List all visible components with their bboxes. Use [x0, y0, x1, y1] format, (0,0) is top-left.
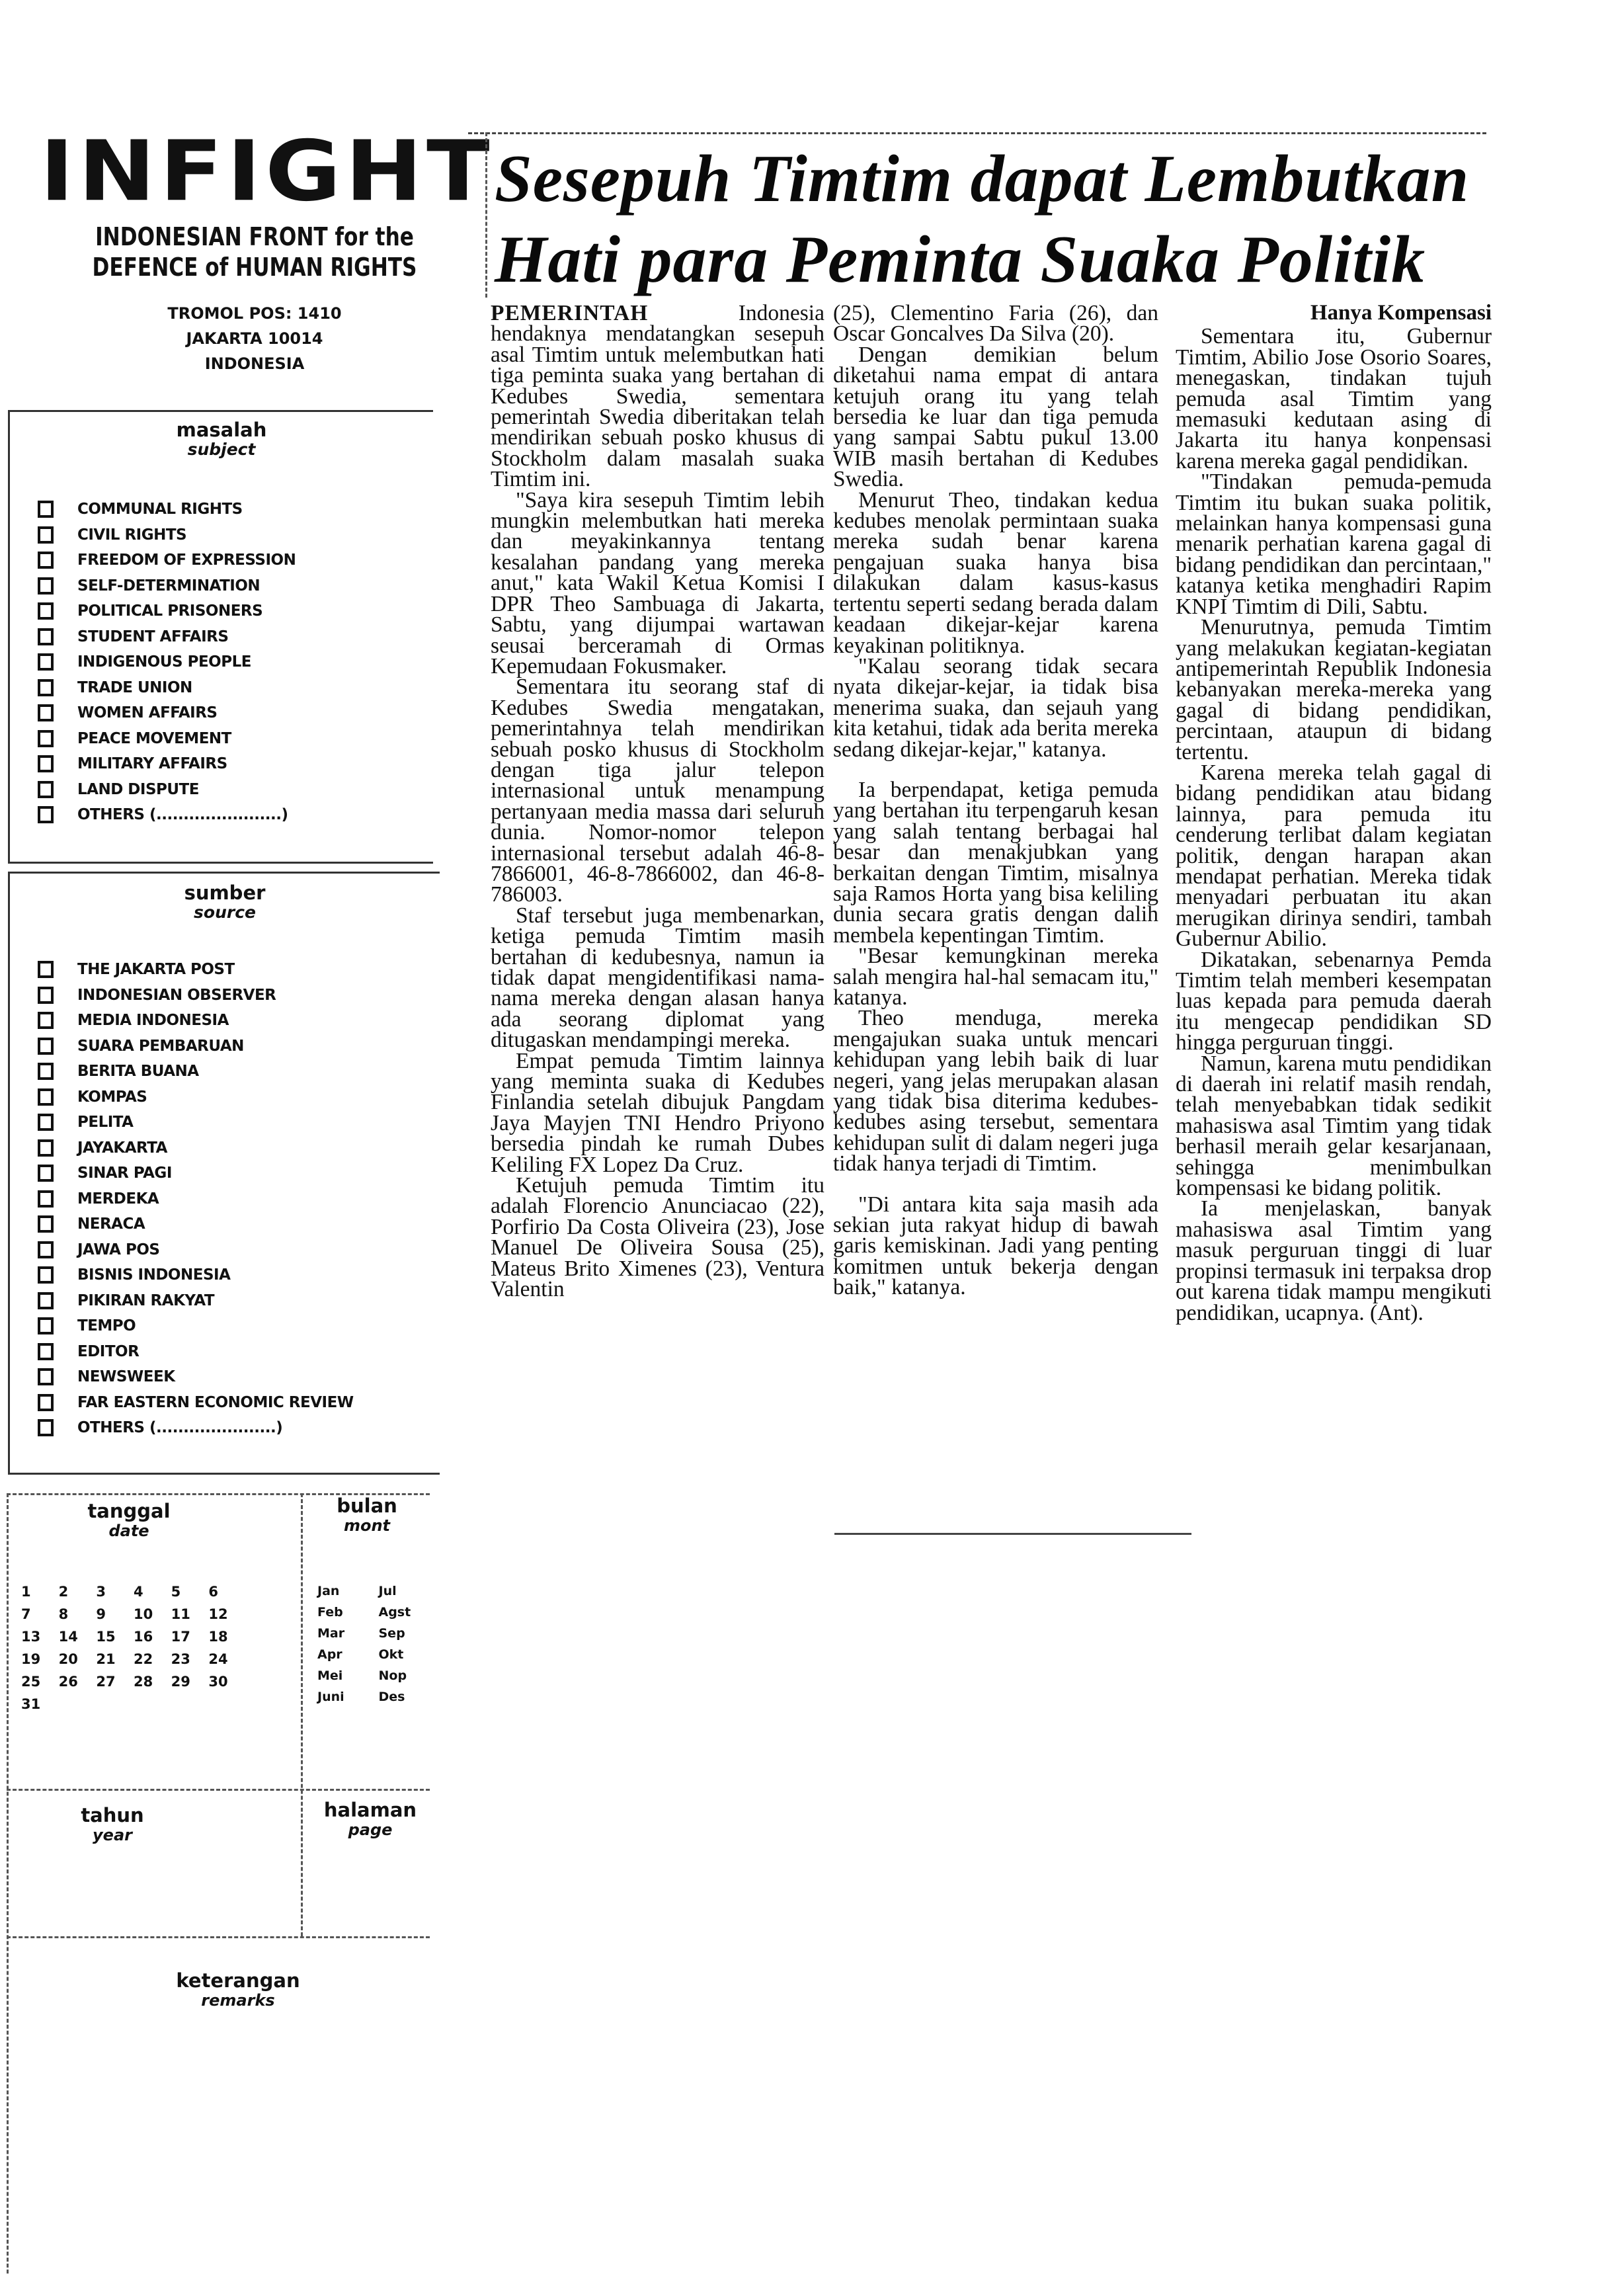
- day-number: 26: [58, 1674, 78, 1690]
- checklist-label: KOMPAS: [77, 1088, 147, 1106]
- checklist-label: OTHERS (.......................): [77, 806, 288, 824]
- checkbox[interactable]: [38, 679, 54, 696]
- day-number: 12: [208, 1606, 228, 1622]
- checklist-label: NEWSWEEK: [77, 1368, 175, 1386]
- paragraph: [1176, 326, 1492, 472]
- paragraph: [491, 487, 824, 678]
- checkbox[interactable]: [38, 628, 54, 645]
- address-line: TROMOL POS: 1410: [167, 304, 342, 323]
- checklist-item[interactable]: [38, 598, 433, 624]
- logo-word: INFIGHT: [40, 123, 494, 220]
- checklist-item[interactable]: [38, 1186, 440, 1212]
- paragraph-text: Namun, karena mutu pendidikan di daerah ini relatif masih rendah, telah menyebabkan tidak sedikit mahasiswa asal Timtim yang tidak berhasil meraih gelar kesarjanaan, sehingga menimbulkan kompensasi ke bidang politik.: [1176, 1051, 1492, 1201]
- month-label: bulan mont: [337, 1495, 397, 1535]
- paragraph: [1176, 1198, 1492, 1323]
- checklist-label: PELITA: [77, 1114, 134, 1131]
- checkbox[interactable]: [38, 1165, 54, 1182]
- checklist-label: PIKIRAN RAKYAT: [77, 1292, 215, 1309]
- source-box-subtitle: source: [194, 903, 256, 922]
- checklist-item[interactable]: [38, 1161, 440, 1186]
- checklist-label: MERDEKA: [77, 1190, 159, 1208]
- checklist-item[interactable]: [38, 1237, 440, 1263]
- checklist-label: TRADE UNION: [77, 678, 192, 696]
- checkbox[interactable]: [38, 704, 54, 721]
- paragraph: [1176, 617, 1492, 762]
- checklist-label: MEDIA INDONESIA: [77, 1012, 229, 1030]
- day-number: 7: [21, 1606, 31, 1622]
- address-line: JAKARTA 10014: [186, 329, 323, 348]
- paragraph-text: Dikatakan, sebenarnya Pemda Timtim telah memberi kesempatan luas kepada para pemuda daerah itu mengecap pendidikan SD hingga perguruan tinggi.: [1176, 947, 1492, 1055]
- day-number: 18: [208, 1629, 228, 1645]
- month-name: Agst: [378, 1605, 411, 1620]
- checklist-item[interactable]: [38, 675, 433, 701]
- checklist-label: OTHERS (......................): [77, 1419, 283, 1437]
- paragraph-text: Sementara itu seorang staf di Kedubes Swedia mengatakan, pemerintahnya telah mendirikan sebuah posko khusus di Stockholm dengan tiga jalur telepon internasional untuk menampung pertanyaan media massa dari seluruh dunia. Nomor-nomor telepon internasional tersebut adalah 46-8-7866001, 46-8-7866002, dan 46-8-786003.: [491, 675, 824, 907]
- checklist-item[interactable]: [38, 726, 433, 752]
- article-headline: [495, 139, 1486, 300]
- checklist-label: POLITICAL PRISONERS: [77, 602, 263, 620]
- paragraph-text: Empat pemuda Timtim lainnya yang meminta suaka di Kedubes Finlandia setelah dibujuk Pangdam Jaya Mayjen TNI Hendro Priyono bersedia pindah ke rumah Dubes Keliling FX Lopez Da Cruz.: [491, 1048, 824, 1177]
- checklist-item[interactable]: [38, 957, 440, 983]
- subheading: Hanya Kompensasi: [1310, 301, 1492, 325]
- checklist-label: FAR EASTERN ECONOMIC REVIEW: [77, 1393, 354, 1411]
- divider: [7, 1789, 430, 1791]
- paragraph-text: (25), Clementino Faria (26), dan Oscar Goncalves Da Silva (20).: [833, 301, 1158, 347]
- paragraph-gap: [833, 760, 1158, 780]
- checklist-label: BISNIS INDONESIA: [77, 1266, 231, 1284]
- day-number: 25: [21, 1674, 41, 1690]
- paragraph: [491, 303, 824, 490]
- paragraph-text: "Di antara kita saja masih ada sekian juta rakyat hidup di bawah garis kemiskinan. Jadi yang penting komitmen untuk bekerja dengan baik," katanya.: [833, 1192, 1158, 1300]
- checklist-item[interactable]: [38, 1085, 440, 1110]
- checklist-item[interactable]: [38, 1415, 440, 1441]
- month-name: Feb: [317, 1605, 343, 1620]
- paragraph-text: Menurutnya, pemuda Timtim yang melakukan kegiatan-kegiatan antipemerintah Republik Indonesia kebanyakan mereka-mereka yang gagal di bidang pendidikan, percintaan, ataupun di bidang tertentu.: [1176, 615, 1492, 764]
- divider: [7, 1493, 9, 2274]
- article-top-rule: [468, 132, 1486, 134]
- checklist-label: COMMUNAL RIGHTS: [77, 501, 243, 518]
- checklist-item[interactable]: [38, 1390, 440, 1416]
- checklist-label: JAWA POS: [77, 1241, 160, 1258]
- paragraph: [491, 676, 824, 905]
- page-label: halaman page: [323, 1799, 417, 1839]
- day-number: 27: [96, 1674, 116, 1690]
- checkbox[interactable]: [38, 1317, 54, 1334]
- checklist-label: TEMPO: [77, 1317, 136, 1335]
- paragraph: [833, 653, 1158, 762]
- paragraph-text: Indonesia hendaknya mendatangkan sesepuh asal Timtim untuk melembutkan hati tiga peminta suaka yang bertahan di Kedubes Swedia, sementara pemerintah Swedia diberitakan telah mendirikan sebuah posko khusus di Stockholm dalam masalah suaka Timtim ini.: [491, 301, 824, 492]
- paragraph-text: "Saya kira sesepuh Timtim lebih mungkin melembutkan hati mereka dan meyakinkannya tentang kesalahan pandang yang mereka anut," kata Wakil Ketua Komisi I DPR Theo Sambuaga di Jakarta, Sabtu, yang dijumpai wartawan seusai berceramah di Ormas Kepemudaan Fokusmaker.: [491, 487, 824, 678]
- checklist-label: LAND DISPUTE: [77, 780, 199, 798]
- checklist-label: PEACE MOVEMENT: [77, 729, 231, 747]
- checkbox[interactable]: [38, 781, 54, 798]
- month-name: Mar: [317, 1626, 345, 1641]
- paragraph-text: Menurut Theo, tindakan kedua kedubes menolak permintaan suaka mereka sudah benar karena pengajuan suaka hanya bisa dilakukan dalam kasus-kasus tertentu seperti sedang berada dalam keadaan dikejar-kejar karena keyakinan politiknya.: [833, 487, 1158, 658]
- month-name: Jan: [317, 1584, 340, 1598]
- checklist-item[interactable]: [38, 1364, 440, 1390]
- month-name: Des: [378, 1690, 405, 1704]
- source-checklist: [38, 957, 440, 1441]
- checklist-item[interactable]: [38, 573, 433, 599]
- day-number: 28: [134, 1674, 153, 1690]
- day-number: 1: [21, 1584, 31, 1600]
- checkbox[interactable]: [38, 1063, 54, 1080]
- checkbox[interactable]: [38, 987, 54, 1004]
- day-number: 14: [58, 1629, 78, 1645]
- month-grid: [317, 1584, 440, 1704]
- day-number: 17: [171, 1629, 190, 1645]
- day-number: 15: [96, 1629, 116, 1645]
- checkbox[interactable]: [38, 1088, 54, 1106]
- checklist-label: SINAR PAGI: [77, 1165, 172, 1182]
- checklist-label: INDONESIAN OBSERVER: [77, 986, 276, 1004]
- date-label: tanggal date: [87, 1500, 171, 1540]
- checklist-label: JAYAKARTA: [77, 1139, 167, 1157]
- day-number: 4: [134, 1584, 143, 1600]
- checklist-item[interactable]: [38, 1034, 440, 1059]
- checkbox[interactable]: [38, 602, 54, 620]
- headline-line-1: Sesepuh Timtim dapat Lembutkan: [495, 142, 1470, 216]
- paragraph-text: Staf tersebut juga membenarkan, ketiga pemuda Timtim masih bertahan di kedubesnya, namun ia tidak dapat mengidentifikasi nama-nama mereka dengan alasan hanya ada seorang diplomat yang ditugaskan mendampingi mereka.: [491, 903, 824, 1053]
- checkbox[interactable]: [38, 501, 54, 518]
- day-number: 21: [96, 1651, 116, 1667]
- checklist-label: WOMEN AFFAIRS: [77, 704, 218, 722]
- day-number: 6: [208, 1584, 218, 1600]
- subject-box-subtitle: subject: [187, 440, 256, 459]
- subject-box-title: masalah subject: [10, 420, 433, 460]
- checkbox[interactable]: [38, 552, 54, 569]
- article-end-rule: [834, 1533, 1191, 1535]
- paragraph-text: Dengan demikian belum diketahui nama empat di antara ketujuh orang itu yang telah bersedia ke luar dan tiga pemuda yang sampai Sabtu pukul 13.00 WIB masih bertahan di Kedubes Swedia.: [833, 342, 1158, 492]
- paragraph: [833, 1194, 1158, 1298]
- column-3-body: [1176, 326, 1492, 1323]
- paragraph: [833, 946, 1158, 1008]
- lead-word: PEMERINTAH: [491, 301, 649, 325]
- day-number: 30: [208, 1674, 228, 1690]
- day-number: 8: [58, 1606, 69, 1622]
- checklist-item[interactable]: [38, 624, 433, 650]
- checkbox[interactable]: [38, 1241, 54, 1258]
- checklist-label: FREEDOM OF EXPRESSION: [77, 552, 296, 569]
- checkbox[interactable]: [38, 961, 54, 978]
- checklist-item[interactable]: [38, 497, 433, 522]
- checklist-label: NERACA: [77, 1215, 145, 1233]
- paragraph: [833, 342, 1158, 492]
- checklist-item[interactable]: [38, 1135, 440, 1161]
- checklist-item[interactable]: [38, 1110, 440, 1135]
- day-number: 23: [171, 1651, 190, 1667]
- checklist-item[interactable]: [38, 522, 433, 548]
- checkbox[interactable]: [38, 1343, 54, 1360]
- month-name: Juni: [317, 1690, 344, 1704]
- day-number: 5: [171, 1584, 181, 1600]
- infight-logo: [40, 122, 494, 282]
- month-name: Nop: [378, 1668, 407, 1683]
- paragraph: [491, 1048, 824, 1177]
- checklist-label: MILITARY AFFAIRS: [77, 755, 227, 773]
- day-number: 24: [208, 1651, 228, 1667]
- checklist-item[interactable]: [38, 1339, 440, 1365]
- checkbox[interactable]: [38, 1368, 54, 1385]
- month-name: Apr: [317, 1647, 342, 1662]
- day-number: 2: [58, 1584, 69, 1600]
- checklist-item[interactable]: [38, 1008, 440, 1034]
- article-column-1: [491, 303, 824, 1300]
- paragraph-text: Ketujuh pemuda Timtim itu adalah Florencio Anunciacao (22), Porfirio Da Costa Oliveira (23), Jose Manuel De Oliveira Sousa (25), Mateus Brito Ximenes (23), Ventura Valentin: [491, 1173, 824, 1302]
- source-box: [8, 872, 440, 1475]
- month-name: Mei: [317, 1668, 343, 1683]
- address-line: INDONESIA: [204, 354, 305, 373]
- checklist-item[interactable]: [38, 548, 433, 573]
- checklist-label: STUDENT AFFAIRS: [77, 628, 229, 645]
- checkbox[interactable]: [38, 526, 54, 544]
- checklist-item[interactable]: [38, 649, 433, 675]
- subject-checklist: [38, 497, 433, 828]
- day-number: 31: [21, 1696, 41, 1712]
- source-box-title: sumber source: [10, 883, 440, 922]
- checkbox[interactable]: [38, 1038, 54, 1055]
- checkbox[interactable]: [38, 1266, 54, 1284]
- paragraph: [833, 303, 1158, 345]
- divider: [7, 1936, 430, 1938]
- checkbox[interactable]: [38, 1292, 54, 1309]
- paragraph: [1176, 472, 1492, 617]
- checklist-item[interactable]: [38, 802, 433, 828]
- paragraph: [1176, 947, 1492, 1055]
- checklist-item[interactable]: [38, 751, 433, 777]
- paragraph: [491, 1173, 824, 1302]
- remarks-label: keterangan remarks: [176, 1969, 300, 2010]
- paragraph: [1176, 762, 1492, 950]
- checklist-item[interactable]: [38, 983, 440, 1008]
- year-label: tahun year: [81, 1804, 144, 1844]
- checklist-item[interactable]: [38, 700, 433, 726]
- logo-subtitle-2: DEFENCE of HUMAN RIGHTS: [92, 253, 417, 282]
- article-left-rule: [485, 132, 487, 298]
- paragraph: [833, 487, 1158, 658]
- checkbox[interactable]: [38, 1215, 54, 1233]
- checkbox[interactable]: [38, 806, 54, 823]
- day-grid: [21, 1584, 246, 1712]
- checklist-item[interactable]: [38, 1262, 440, 1288]
- checklist-item[interactable]: [38, 1288, 440, 1314]
- day-number: 10: [134, 1606, 153, 1622]
- paragraph-text: "Tindakan pemuda-pemuda Timtim itu bukan suaka politik, melainkan hanya kompensasi guna menarik perhatian karena gagal di bidang pendidikan dan percintaan," katanya ketika menghadiri Rapim KNPI Timtim di Dili, Sabtu.: [1176, 470, 1492, 619]
- checkbox[interactable]: [38, 1394, 54, 1411]
- checklist-label: SUARA PEMBARUAN: [77, 1037, 244, 1055]
- checklist-label: THE JAKARTA POST: [77, 961, 235, 979]
- checklist-label: BERITA BUANA: [77, 1063, 199, 1081]
- paragraph-text: "Kalau seorang tidak secara nyata dikejar-kejar, ia tidak bisa menerima suaka, dan sejauh yang kita ketahui, tidak ada berita mereka sedang dikejar-kejar," katanya.: [833, 653, 1158, 762]
- day-number: 20: [58, 1651, 78, 1667]
- month-name: Okt: [378, 1647, 404, 1662]
- day-number: 29: [171, 1674, 190, 1690]
- checklist-item[interactable]: [38, 1211, 440, 1237]
- headline-line-2: Hati para Peminta Suaka Politik: [495, 222, 1426, 297]
- paragraph-text: Ia berpendapat, ketiga pemuda yang bertahan itu terpengaruh kesan yang salah tentang berbagai hal besar dan menakjubkan yang berkaitan dengan Timtim, misalnya saja Ramos Horta yang bisa keliling dunia secara gratis dengan dalih membela kepentingan Timtim.: [833, 777, 1158, 948]
- checkbox[interactable]: [38, 653, 54, 671]
- paragraph-text: Theo menduga, mereka mengajukan suaka untuk mencari kehidupan yang lebih baik di luar negeri, yang jelas merupakan alasan yang tidak bisa diterima kedubes-kedubes asing tersebut, sementara kehidupan sulit di dalam negeri juga tidak hanya terjadi di Timtim.: [833, 1006, 1158, 1176]
- month-name: Sep: [378, 1626, 405, 1641]
- subject-box: [8, 410, 433, 864]
- checkbox[interactable]: [38, 1190, 54, 1208]
- checklist-label: INDIGENOUS PEOPLE: [77, 653, 251, 671]
- checklist-item[interactable]: [38, 1059, 440, 1085]
- logo-subtitle-1: INDONESIAN FRONT for the: [95, 222, 414, 251]
- checkbox[interactable]: [38, 755, 54, 772]
- checkbox[interactable]: [38, 577, 54, 594]
- paragraph: [491, 905, 824, 1051]
- day-number: 19: [21, 1651, 41, 1667]
- paragraph-text: "Besar kemungkinan mereka salah mengira hal-hal semacam itu," katanya.: [833, 944, 1158, 1010]
- checklist-item[interactable]: [38, 1313, 440, 1339]
- day-number: 22: [134, 1651, 153, 1667]
- paragraph-text: Ia menjelaskan, banyak mahasiswa asal Timtim yang masuk perguruan tinggi di luar propinsi termasuk ini terpaksa drop out karena tidak mampu mengikuti pendidikan, ucapnya. (Ant).: [1176, 1196, 1492, 1325]
- checklist-item[interactable]: [38, 777, 433, 803]
- day-number: 3: [96, 1584, 106, 1600]
- address-block: [112, 301, 397, 376]
- divider: [301, 1493, 303, 1936]
- day-number: 16: [134, 1629, 153, 1645]
- checkbox[interactable]: [38, 1012, 54, 1029]
- checklist-label: SELF-DETERMINATION: [77, 577, 261, 594]
- paragraph-text: Sementara itu, Gubernur Timtim, Abilio Jose Osorio Soares, menegaskan, tindakan tujuh pemuda asal Timtim yang memasuki kedutaan asing di Jakarta itu hanya konpensasi karena mereka gagal pendidikan.: [1176, 324, 1492, 473]
- paragraph-gap: [833, 1174, 1158, 1194]
- paragraph: [833, 777, 1158, 948]
- checkbox[interactable]: [38, 1139, 54, 1157]
- checkbox[interactable]: [38, 1419, 54, 1436]
- day-number: 9: [96, 1606, 106, 1622]
- month-name: Jul: [378, 1584, 397, 1598]
- checklist-label: CIVIL RIGHTS: [77, 526, 187, 544]
- day-number: 11: [171, 1606, 190, 1622]
- article-column-3: [1176, 303, 1492, 1323]
- checkbox[interactable]: [38, 1114, 54, 1131]
- checklist-label: EDITOR: [77, 1342, 140, 1360]
- day-number: 13: [21, 1629, 41, 1645]
- checkbox[interactable]: [38, 730, 54, 747]
- article-column-2: [833, 303, 1158, 1298]
- paragraph: [1176, 1053, 1492, 1199]
- paragraph: [833, 1008, 1158, 1174]
- paragraph-text: Karena mereka telah gagal di bidang pendidikan atau bidang lainnya, para pemuda itu cenderung terlibat dalam kegiatan politik, dengan harapan akan mendapat perhatian. Mereka tidak menyadari perbuatan itu akan merugikan dirinya sendiri, tambah Gubernur Abilio.: [1176, 760, 1492, 952]
